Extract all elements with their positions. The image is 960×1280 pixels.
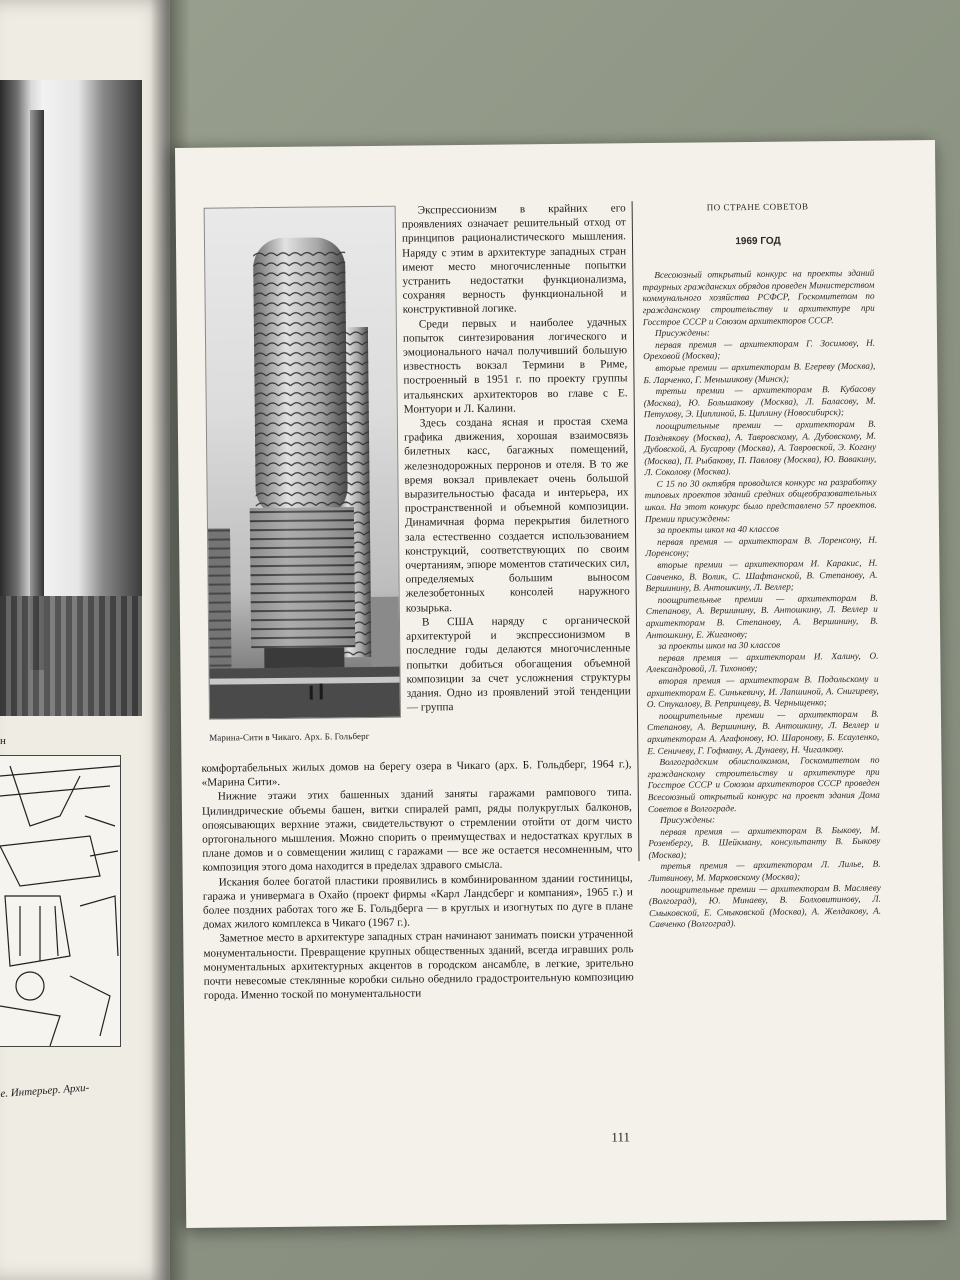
sidebar-paragraph: за проекты школ на 40 классов — [656, 523, 779, 536]
left-photo-tower — [30, 110, 44, 670]
paragraph: комфортабельных жилых домов на берегу озера в Чикаго (арх. Б. Гольдберг, 1964 г.), «Марина Сити». — [201, 758, 632, 789]
sidebar-paragraph: вторые премии — архитекторам В. Егереву (Москва), Б. Ларченко, Г. Меньшикову (Минск); — [643, 360, 876, 385]
sidebar-column — [642, 201, 882, 931]
sidebar-paragraph: Присуждены: — [654, 327, 710, 339]
sidebar-paragraph: первая премия — архитекторам И. Халину, О. Александровой, Л. Тихонову; — [646, 650, 879, 675]
left-photo-ground — [0, 596, 142, 716]
paragraph: Заметное место в архитектуре западных стран начинают занимать поиски утраченной монументальности. Превращение крупных общественных зданий, всегда игравших роль монументальных архитектурных акцентов в городском ансамбле, в легкие, зрительно почти невесомые стеклянные коробки сильно обеднило градостроительную композицию города. Именно тоской по монументальности — [203, 928, 634, 1002]
paragraph: Среди первых и наиболее удачных попыток синтезирования логического и эмоционального начал получивший большую известность вокзал Термини в Риме, построенный в 1951 г. по проекту группы итальянских архитекторов во главе с Е. Монтуори и Л. Калини. — [402, 315, 628, 416]
paragraph: Искания более богатой пластики проявились в комбинированном здании гостиницы, гаража и универмага в Охайо (проект фирмы «Карл Ландсберг и компания», 1965 г.) и более поздних работах того же Б. Гольдберга — в круглых и изогнутых по дуге в плане домах жилого комплекса в Чикаго (1967 г.). — [202, 871, 634, 931]
sidebar-paragraph: вторая премия — архитекторам В. Подольскому и архитекторам Е. Синькевичу, И. Лапшиной, А. Снигиреву, О. Стукалову, В. Репринцеву, В. Черныщенко; — [646, 673, 879, 710]
left-page-photo — [0, 80, 142, 716]
sidebar-paragraph: С 15 по 30 октября проводился конкурс на разработку типовых проектов зданий средних общеобразовательных школ. На этот конкурс было представлено 57 проектов. Премии присуждены: — [644, 476, 877, 524]
sidebar-paragraph: Присуждены: — [660, 814, 716, 826]
paragraph: Нижние этажи этих башенных зданий заняты гаражами рампового типа. Цилиндрические объемы башен, витки спиралей рамп, ряды полукруглых балконов, опоясывающих верхние этажи, свидетельствуют о стремлении отойти от догм чисто ортогонального мышления. Можно спорить о преимуществах и недостатках круглых в плане домов и о совмещении жилищ с гаражами — все же остается несомненным, что композиция этого дома находится в пределах здравого смысла. — [201, 786, 633, 875]
main-text-column — [402, 201, 631, 715]
paragraph: Здесь создана ясная и простая схема графика движения, хорошая взаимосвязь билетных касс, багажных помещений, железнодорожных перронов и отеля. В то же время вокзал привлекает очень большой выразительностью фасада и интерьера, их пространственной и объемной композиции. Динамичная форма перекрытия билетного зала естественно создается использованием конструкций, соответствующих по своим очертаниям, эпюре моментов статических сил, определяемых большим выносом железобетонных консолей наружного козырька. — [403, 415, 630, 615]
wide-text-column — [201, 757, 634, 1003]
sidebar-paragraph: первая премия — архитекторам В. Быкову, М. Розенбергу, В. Шейкману, консультанту В. Быкову (Москва); — [648, 824, 881, 860]
sidebar-paragraph: поощрительные премии — архитекторам В. Масляеву (Волгоград), Ю. Минаеву, В. Болховитинову, Л. Смыковской, Е. Смыковской (Москва), А. Желдакову, А. Савченко (Волгоград). — [648, 882, 882, 930]
page-number: 111 — [611, 1129, 631, 1145]
left-sketch-caption: е. Интерьер. Архи- — [0, 1081, 90, 1100]
sidebar-paragraph: третья премия — архитекторам Л. Лилье, В. Литвинову, М. Марковскому (Москва); — [648, 859, 881, 884]
photo-caption: Марина-Сити в Чикаго. Арх. Б. Гольберг — [209, 730, 370, 743]
sidebar-header: ПО СТРАНЕ СОВЕТОВ — [706, 201, 809, 213]
sidebar-paragraph: Волгоградским облисполкомом, Госкомитетом по гражданскому строительству и архитектуре при Госстрое СССР и Союзом архитекторов СССР проведен Всесоюзный открытый конкурс на проект здания Дома Советов в Волгограде. — [647, 754, 880, 814]
sidebar-paragraph: поощрительные премии — архитекторам В. Степанову, А. Вершинину, В. Антошкину, Л. Веллер и архитекторам В. Степанову, А. Вершинину, В. Антошкину, Е. Жиганову; — [645, 592, 879, 640]
column-divider — [632, 201, 640, 861]
sidebar-paragraph: первая премия — архитекторам В. Лоренсону, Н. Лоренсону; — [645, 534, 878, 559]
interior-sketch-drawing — [0, 756, 120, 1046]
page-111 — [175, 140, 946, 1228]
marina-city-tower-illustration — [205, 207, 400, 719]
sidebar-paragraph: за проекты школ на 30 классов — [658, 639, 781, 652]
sidebar-paragraph: первая премия — архитекторам Г. Зосимову, Н. Ореховой (Москва); — [643, 337, 876, 362]
sidebar-year: 1969 ГОД — [735, 235, 781, 247]
sidebar-paragraph: поощрительные премии — архитекторам В. Позднякову (Москва), А. Тавровскому, А. Дубовскому, М. Дубовской, А. Бусарову (Москва), А. Тавровской, Э. Когану (Москва), П. Рыбакову, П. Павлову (Москва), Ю. Вавакину, Л. Соколову (Москва). — [644, 418, 877, 478]
sidebar-paragraph: поощрительные премии — архитекторам В. Степанову, А. Вершинину, В. Антошкину, Л. Веллер и архитекторам А. Агафонову, Ю. Шаронову, Б. Есауленко, Е. Сеничеву, Г. Гофману, А. Дунаеву, Н. Чигалкову. — [647, 708, 880, 756]
sidebar-paragraph: вторые премии — архитекторам И. Каракис, Н. Савченко, В. Волик, С. Шафтанской, В. Степанову, А. Вершинину, В. Антошкину, Л. Веллер; — [645, 557, 878, 594]
sidebar-paragraph: третьи премии — архитекторам В. Кубасову (Москва), Ю. Большакову (Москва), Л. Баласову, М. Петухову, Э. Циплиной, Б. Циплину (Новосибирск); — [643, 383, 876, 420]
marina-city-photo — [204, 206, 401, 720]
left-page-sketch — [0, 755, 121, 1047]
paragraph: Экспрессионизм в крайних его проявлениях означает решительный отход от принципов рационалистического мышления. Наряду с этим в архитектуре западных стран имеют место многочисленные попытки устранить недостатки функционализма, сохраняя верность функциональной и конструктивной логике. — [401, 202, 627, 317]
paragraph: В США наряду с органической архитектурой и экспрессионизмом в последние годы делаются многочисленные попытки добиться обогащения объемной композиции за счет усложнения структуры здания. Одно из проявлений этой тенденции — группа — [406, 614, 631, 714]
left-photo-caption: н — [0, 735, 6, 747]
facing-page-left — [0, 0, 170, 1280]
sidebar-paragraph: Всесоюзный открытый конкурс на проекты зданий траурных гражданских обрядов проведен Министерством коммунального хозяйства РСФСР, Госкомитетом по гражданскому строительству и архитектуре при Госстрое СССР и Союзом архитекторов СССР. — [642, 267, 875, 327]
